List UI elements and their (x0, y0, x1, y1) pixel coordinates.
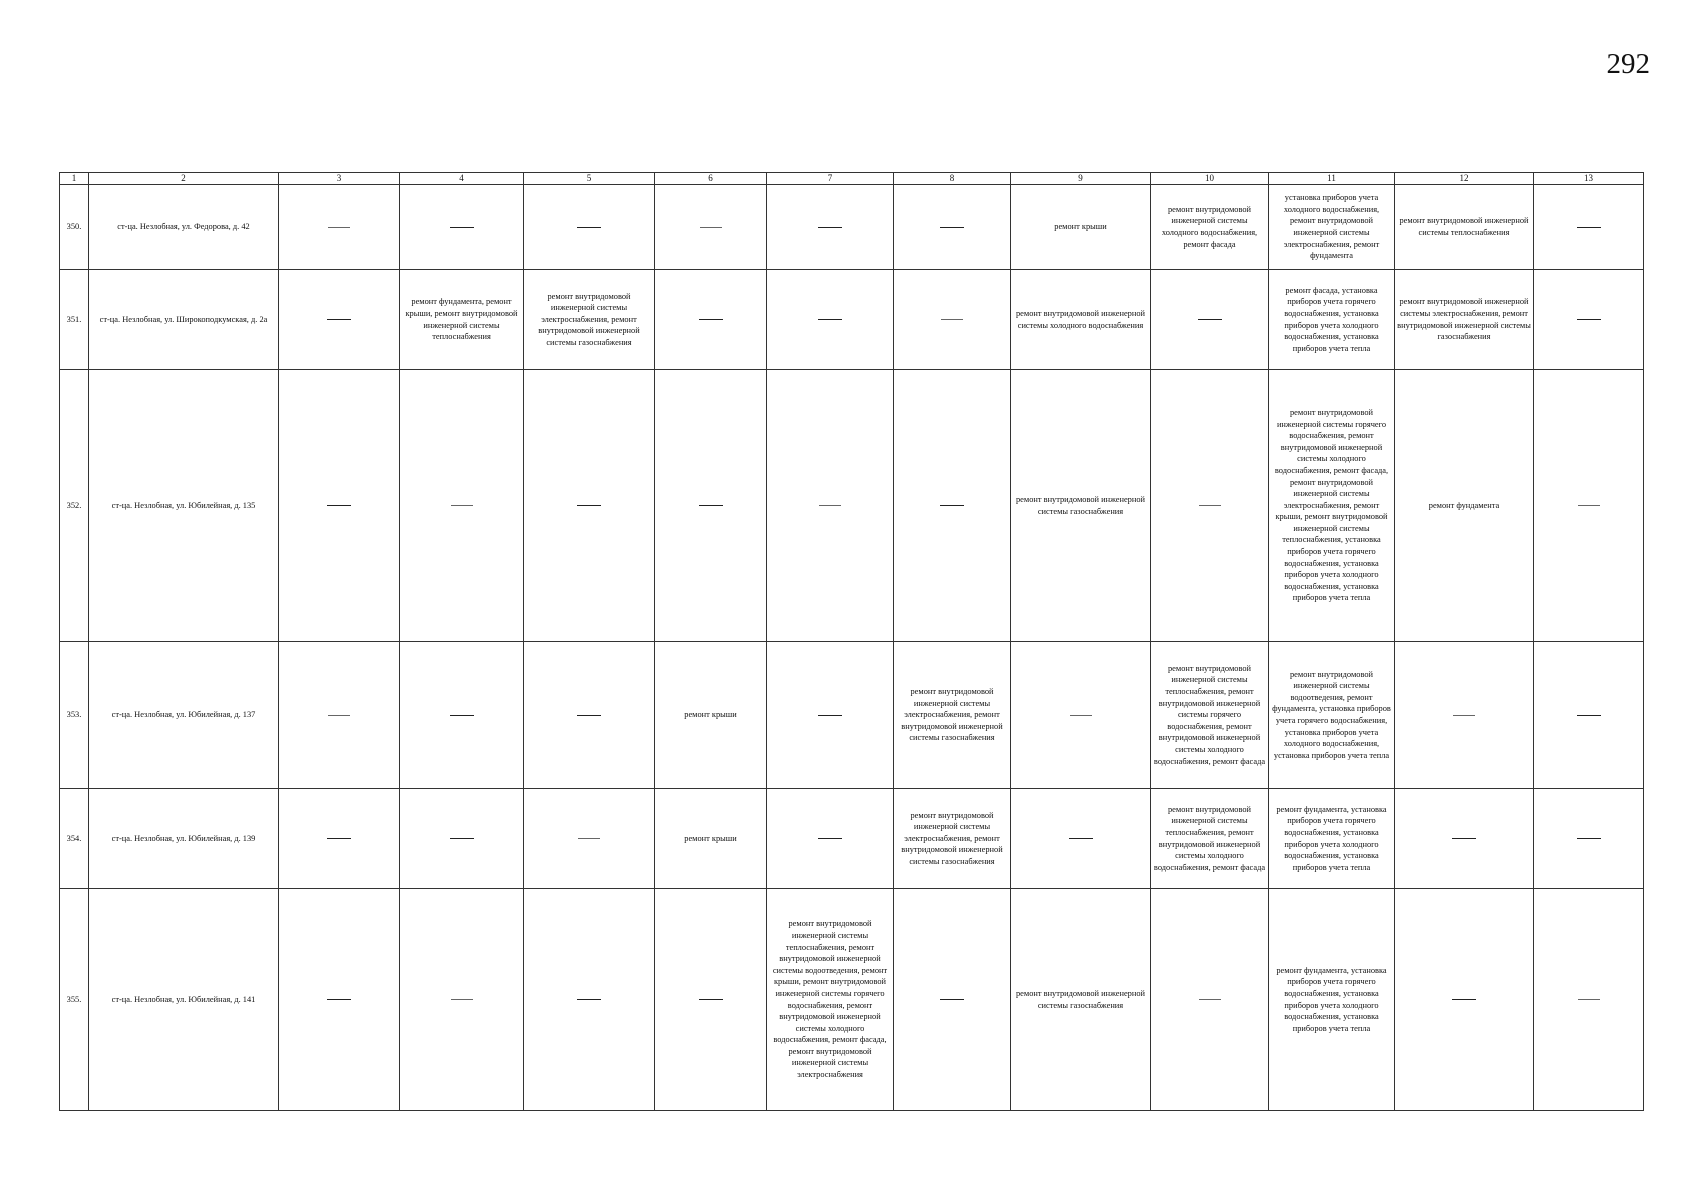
column-header: 13 (1534, 173, 1644, 185)
column-header: 10 (1151, 173, 1269, 185)
work-cell: ремонт внутридомовой инженерной системы теплоснабжения (1395, 185, 1534, 270)
dash-mark (328, 715, 350, 716)
dash-mark (1069, 838, 1093, 839)
empty-cell (655, 185, 767, 270)
dash-mark (1452, 838, 1476, 839)
empty-cell (279, 889, 400, 1111)
dash-mark (940, 999, 964, 1000)
empty-cell (400, 185, 524, 270)
work-cell: ремонт крыши (1011, 185, 1151, 270)
empty-cell (1151, 270, 1269, 370)
row-number: 354. (60, 789, 89, 889)
dash-mark (327, 505, 351, 506)
empty-cell (1395, 789, 1534, 889)
column-number-row (60, 173, 1644, 185)
address-cell: ст-ца. Незлобная, ул. Юбилейная, д. 139 (89, 789, 279, 889)
empty-cell (1534, 370, 1644, 642)
empty-cell (894, 889, 1011, 1111)
column-header: 12 (1395, 173, 1534, 185)
row-number: 353. (60, 642, 89, 789)
address-cell: ст-ца. Незлобная, ул. Юбилейная, д. 135 (89, 370, 279, 642)
dash-mark (577, 227, 601, 228)
row-number: 351. (60, 270, 89, 370)
dash-mark (577, 999, 601, 1000)
empty-cell (767, 642, 894, 789)
empty-cell (655, 889, 767, 1111)
dash-mark (450, 838, 474, 839)
work-cell: ремонт внутридомовой инженерной системы газоснабжения (1011, 889, 1151, 1111)
dash-mark (577, 715, 601, 716)
empty-cell (894, 370, 1011, 642)
dash-mark (819, 505, 841, 506)
dash-mark (940, 227, 964, 228)
dash-mark (1198, 319, 1222, 320)
dash-mark (577, 505, 601, 506)
empty-cell (1395, 889, 1534, 1111)
dash-mark (818, 715, 842, 716)
dash-mark (450, 227, 474, 228)
empty-cell (767, 370, 894, 642)
dash-mark (818, 319, 842, 320)
work-cell: ремонт внутридомовой инженерной системы холодного водоснабжения, ремонт фасада (1151, 185, 1269, 270)
dash-mark (1199, 999, 1221, 1000)
empty-cell (400, 370, 524, 642)
work-cell: ремонт крыши (655, 789, 767, 889)
column-header: 7 (767, 173, 894, 185)
work-cell: ремонт внутридомовой инженерной системы теплоснабжения, ремонт внутридомовой инженерной системы горячего водоснабжения, ремонт внутридомовой инженерной системы холодного водоснабжения, ремонт фасада (1151, 642, 1269, 789)
address-cell: ст-ца. Незлобная, ул. Широкоподкумская, д. 2а (89, 270, 279, 370)
work-cell: ремонт внутридомовой инженерной системы электроснабжения, ремонт внутридомовой инженерной системы газоснабжения (894, 642, 1011, 789)
empty-cell (1151, 889, 1269, 1111)
empty-cell (279, 642, 400, 789)
empty-cell (400, 789, 524, 889)
empty-cell (767, 185, 894, 270)
work-cell: ремонт фундамента, установка приборов учета горячего водоснабжения, установка приборов учета холодного водоснабжения, установка приборов учета тепла (1269, 789, 1395, 889)
table-row (60, 889, 1644, 1111)
work-cell: ремонт внутридомовой инженерной системы электроснабжения, ремонт внутридомовой инженерной системы газоснабжения (524, 270, 655, 370)
dash-mark (818, 227, 842, 228)
dash-mark (1070, 715, 1092, 716)
empty-cell (1534, 642, 1644, 789)
dash-mark (941, 319, 963, 320)
empty-cell (524, 789, 655, 889)
dash-mark (699, 505, 723, 506)
column-header: 4 (400, 173, 524, 185)
empty-cell (524, 370, 655, 642)
empty-cell (279, 270, 400, 370)
dash-mark (1577, 838, 1601, 839)
dash-mark (451, 505, 473, 506)
dash-mark (940, 505, 964, 506)
empty-cell (1151, 370, 1269, 642)
empty-cell (655, 370, 767, 642)
dash-mark (1577, 319, 1601, 320)
address-cell: ст-ца. Незлобная, ул. Федорова, д. 42 (89, 185, 279, 270)
empty-cell (400, 642, 524, 789)
empty-cell (524, 889, 655, 1111)
dash-mark (327, 319, 351, 320)
work-cell: ремонт внутридомовой инженерной системы горячего водоснабжения, ремонт внутридомовой инженерной системы холодного водоснабжения, ремонт фасада, ремонт внутридомовой инженерной системы электроснабжения, ремонт крыши, ремонт внутридомовой инженерной системы теплоснабжения, установка приборов учета горячего водоснабжения, установка приборов учета холодного водоснабжения, установка приборов учета тепла (1269, 370, 1395, 642)
work-cell: ремонт внутридомовой инженерной системы теплоснабжения, ремонт внутридомовой инженерной системы водоотведения, ремонт крыши, ремонт внутридомовой инженерной системы горячего водоснабжения, ремонт внутридомовой инженерной системы холодного водоснабжения, ремонт фасада, ремонт внутридомовой инженерной системы электроснабжения (767, 889, 894, 1111)
empty-cell (1395, 642, 1534, 789)
column-header: 3 (279, 173, 400, 185)
empty-cell (894, 185, 1011, 270)
work-cell: ремонт фундамента (1395, 370, 1534, 642)
empty-cell (524, 185, 655, 270)
empty-cell (400, 889, 524, 1111)
empty-cell (279, 370, 400, 642)
dash-mark (818, 838, 842, 839)
column-header: 6 (655, 173, 767, 185)
empty-cell (767, 789, 894, 889)
work-cell: ремонт фасада, установка приборов учета горячего водоснабжения, установка приборов учета холодного водоснабжения, установка приборов учета тепла (1269, 270, 1395, 370)
dash-mark (1578, 999, 1600, 1000)
dash-mark (1577, 227, 1601, 228)
dash-mark (451, 999, 473, 1000)
repair-schedule-table (59, 172, 1644, 1111)
column-header: 2 (89, 173, 279, 185)
work-cell: ремонт внутридомовой инженерной системы теплоснабжения, ремонт внутридомовой инженерной системы холодного водоснабжения, ремонт фасада (1151, 789, 1269, 889)
work-cell: ремонт внутридомовой инженерной системы электроснабжения, ремонт внутридомовой инженерной системы газоснабжения (894, 789, 1011, 889)
empty-cell (1011, 642, 1151, 789)
dash-mark (450, 715, 474, 716)
empty-cell (1534, 889, 1644, 1111)
address-cell: ст-ца. Незлобная, ул. Юбилейная, д. 141 (89, 889, 279, 1111)
row-number: 355. (60, 889, 89, 1111)
empty-cell (1534, 789, 1644, 889)
table-row (60, 789, 1644, 889)
work-cell: установка приборов учета холодного водоснабжения, ремонт внутридомовой инженерной системы электроснабжения, ремонт фундамента (1269, 185, 1395, 270)
row-number: 350. (60, 185, 89, 270)
dash-mark (1578, 505, 1600, 506)
empty-cell (1534, 185, 1644, 270)
work-cell: ремонт фундамента, установка приборов учета горячего водоснабжения, установка приборов учета холодного водоснабжения, установка приборов учета тепла (1269, 889, 1395, 1111)
work-cell: ремонт фундамента, ремонт крыши, ремонт внутридомовой инженерной системы теплоснабжения (400, 270, 524, 370)
table-row (60, 642, 1644, 789)
table-row (60, 185, 1644, 270)
dash-mark (699, 999, 723, 1000)
dash-mark (327, 838, 351, 839)
dash-mark (1452, 999, 1476, 1000)
dash-mark (699, 319, 723, 320)
dash-mark (1199, 505, 1221, 506)
dash-mark (1453, 715, 1475, 716)
work-cell: ремонт внутридомовой инженерной системы газоснабжения (1011, 370, 1151, 642)
work-cell: ремонт внутридомовой инженерной системы водоотведения, ремонт фундамента, установка приборов учета горячего водоснабжения, установка приборов учета холодного водоснабжения, установка приборов учета тепла (1269, 642, 1395, 789)
dash-mark (327, 999, 351, 1000)
page-number: 292 (1606, 48, 1650, 80)
empty-cell (279, 789, 400, 889)
work-cell: ремонт крыши (655, 642, 767, 789)
empty-cell (279, 185, 400, 270)
empty-cell (1534, 270, 1644, 370)
empty-cell (1011, 789, 1151, 889)
dash-mark (1577, 715, 1601, 716)
dash-mark (700, 227, 722, 228)
address-cell: ст-ца. Незлобная, ул. Юбилейная, д. 137 (89, 642, 279, 789)
work-cell: ремонт внутридомовой инженерной системы холодного водоснабжения (1011, 270, 1151, 370)
dash-mark (328, 227, 350, 228)
work-cell: ремонт внутридомовой инженерной системы электроснабжения, ремонт внутридомовой инженерной системы газоснабжения (1395, 270, 1534, 370)
column-header: 8 (894, 173, 1011, 185)
column-header: 5 (524, 173, 655, 185)
dash-mark (578, 838, 600, 839)
table-row (60, 270, 1644, 370)
column-header: 9 (1011, 173, 1151, 185)
empty-cell (524, 642, 655, 789)
empty-cell (767, 270, 894, 370)
table-row (60, 370, 1644, 642)
empty-cell (655, 270, 767, 370)
column-header: 11 (1269, 173, 1395, 185)
empty-cell (894, 270, 1011, 370)
column-header: 1 (60, 173, 89, 185)
row-number: 352. (60, 370, 89, 642)
